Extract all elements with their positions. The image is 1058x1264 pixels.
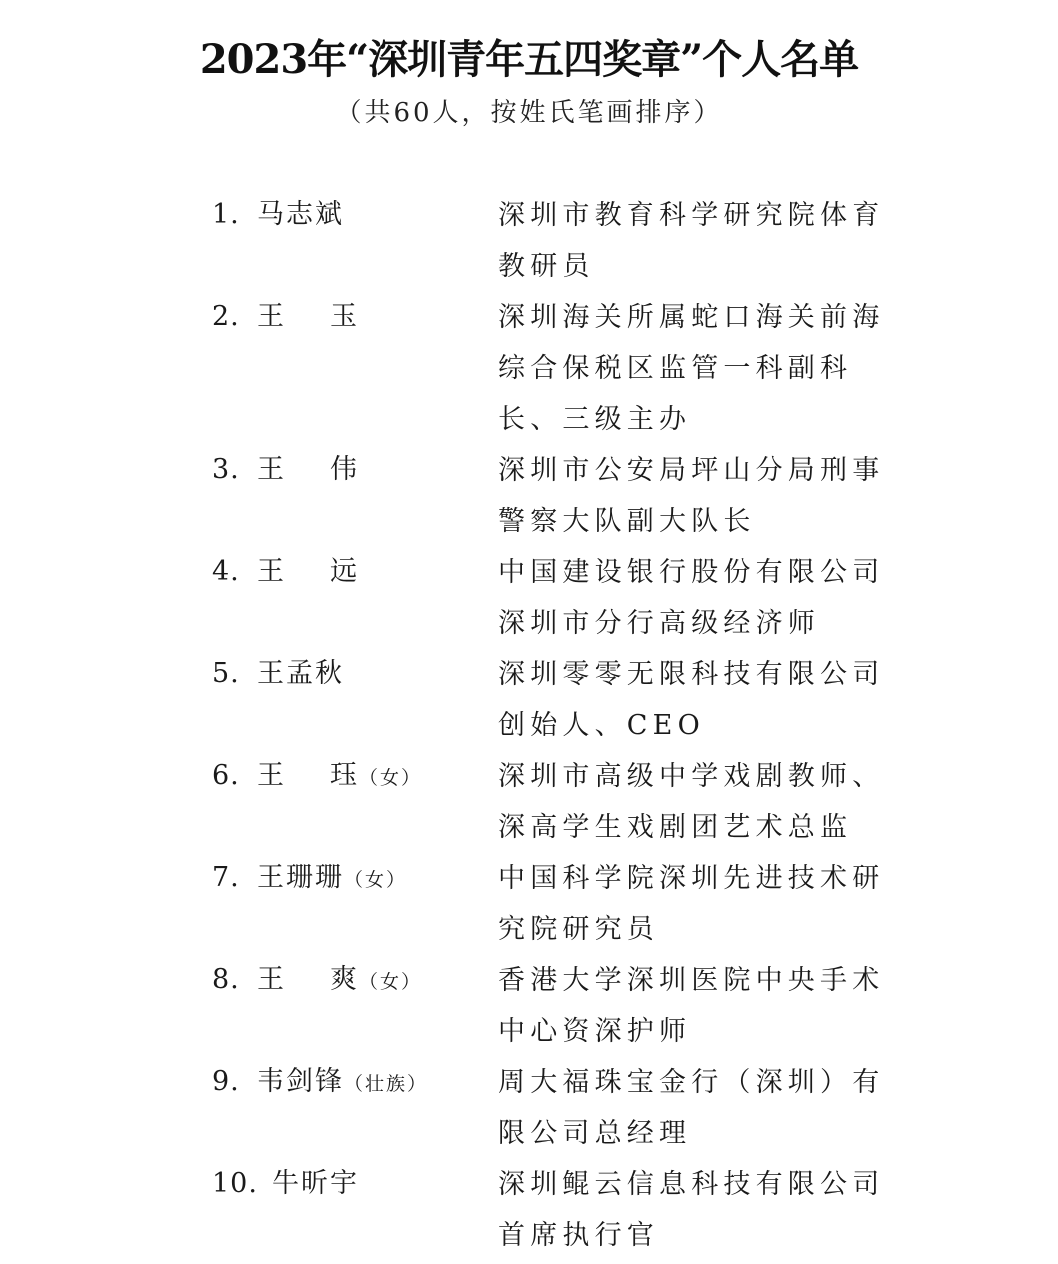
- list-item: [0, 853, 1058, 955]
- person-name: 牛昕宇: [272, 1168, 359, 1199]
- person-name: 王 珏（女）: [257, 760, 423, 791]
- person-title: 深圳市教育科学研究院体育教研员: [498, 200, 885, 282]
- list-item: [0, 649, 1058, 751]
- list-item: [0, 1159, 1058, 1261]
- person-name: 王孟秋: [257, 658, 344, 689]
- award-list: [0, 190, 1058, 1261]
- person-name: 马志斌: [257, 199, 344, 230]
- person-title: 香港大学深圳医院中央手术中心资深护师: [498, 965, 885, 1047]
- item-number: 1.: [212, 199, 240, 230]
- list-item: [0, 292, 1058, 445]
- item-number: 7.: [212, 862, 240, 893]
- person-note: （女）: [359, 971, 423, 993]
- person-title: 深圳海关所属蛇口海关前海综合保税区监管一科副科长、三级主办: [498, 302, 885, 435]
- page-title: 2023年“深圳青年五四奖章”个人名单: [199, 36, 859, 83]
- person-note: （女）: [344, 869, 408, 891]
- item-number: 10.: [212, 1168, 258, 1199]
- item-number: 8.: [212, 964, 240, 995]
- item-number: 9.: [212, 1066, 240, 1097]
- person-name: 王 伟: [257, 454, 359, 485]
- person-title: 深圳市高级中学戏剧教师、深高学生戏剧团艺术总监: [498, 761, 885, 843]
- list-item: [0, 955, 1058, 1057]
- person-name: 王 远: [257, 556, 359, 587]
- person-name: 王 爽（女）: [257, 964, 423, 995]
- person-note: （壮族）: [344, 1073, 429, 1095]
- person-note: （女）: [359, 767, 423, 789]
- person-name: 王珊珊（女）: [257, 862, 408, 893]
- person-title: 周大福珠宝金行（深圳）有限公司总经理: [498, 1067, 885, 1149]
- person-name: 王 玉: [257, 301, 359, 332]
- list-item: [0, 547, 1058, 649]
- item-number: 5.: [212, 658, 240, 689]
- list-item: [0, 190, 1058, 292]
- person-title: 中国建设银行股份有限公司深圳市分行高级经济师: [498, 557, 885, 639]
- list-item: [0, 445, 1058, 547]
- person-title: 深圳鲲云信息科技有限公司首席执行官: [498, 1169, 885, 1251]
- person-name: 韦剑锋（壮族）: [257, 1066, 429, 1097]
- item-number: 3.: [212, 454, 240, 485]
- person-title: 中国科学院深圳先进技术研究院研究员: [498, 863, 885, 945]
- item-number: 2.: [212, 301, 240, 332]
- item-number: 6.: [212, 760, 240, 791]
- item-number: 4.: [212, 556, 240, 587]
- person-title: 深圳市公安局坪山分局刑事警察大队副大队长: [498, 455, 885, 537]
- page-subtitle: （共60人，按姓氏笔画排序）: [335, 98, 723, 128]
- person-title: 深圳零零无限科技有限公司创始人、CEO: [498, 659, 885, 741]
- list-item: [0, 1057, 1058, 1159]
- list-item: [0, 751, 1058, 853]
